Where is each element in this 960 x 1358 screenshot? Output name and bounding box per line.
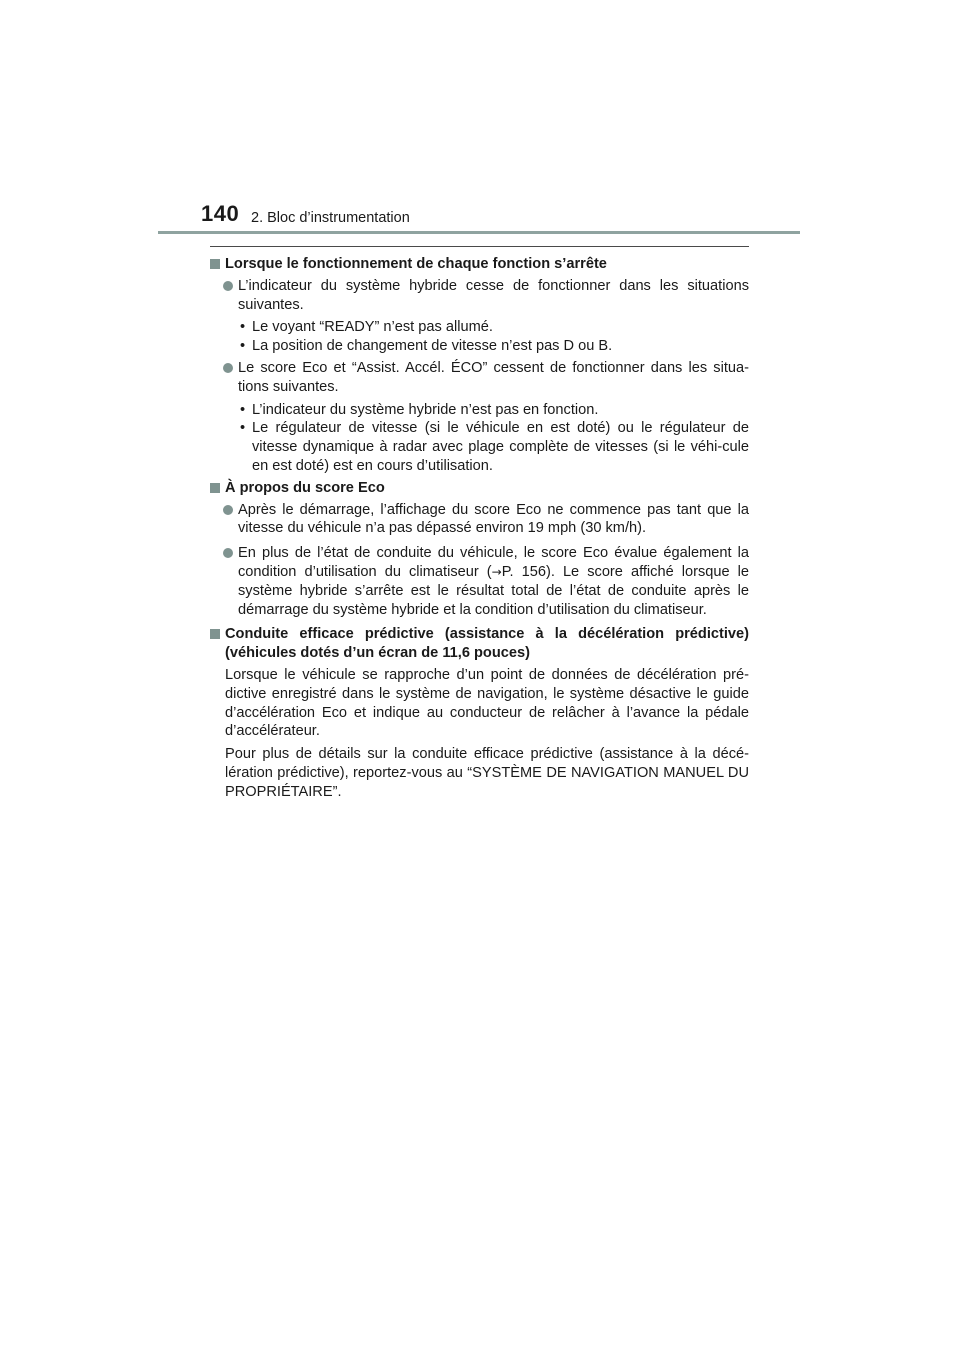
- page-content: [209, 255, 749, 806]
- circle-bullet-icon: [223, 505, 233, 515]
- square-bullet-icon: [210, 629, 220, 639]
- list-item: L’indicateur du système hybride cesse de fonctionner dans les situations suivantes.: [209, 277, 749, 315]
- chapter-title: 2. Bloc d’instrumentation: [251, 210, 410, 226]
- sub-list-item: • L’indicateur du système hybride n’est pas en fonction.: [240, 401, 599, 418]
- sub-list-item: • La position de changement de vitesse n’est pas D ou B.: [240, 338, 613, 355]
- section-heading: Lorsque le fonctionnement de chaque fonction s’arrête: [209, 255, 749, 274]
- circle-bullet-icon: [223, 548, 233, 558]
- section-function-stop: [209, 255, 749, 476]
- sub-list: [209, 401, 749, 476]
- sub-list: [209, 318, 749, 356]
- square-bullet-icon: [210, 259, 220, 269]
- body-paragraph: Pour plus de détails sur la conduite efficace prédictive (assistance à la décé-lération prédictive), reportez-vous au “SYSTÈME DE NAVIGATION MANUEL DU PROPRIÉTAIRE”.: [225, 746, 749, 800]
- list-item: En plus de l’état de conduite du véhicule, le score Eco évalue également la condition d’utilisation du climatiseur (→P. 156). Le score affiché lorsque le système hybride s’arrête est le résultat total de l’état de conduite après le démarrage du système hybride et la condition d’utilisation du climatiseur.: [209, 544, 749, 619]
- square-bullet-icon: [210, 483, 220, 493]
- page-reference-link[interactable]: P. 156). Le score affiché lorsque le système hybride s’arrête est le résultat total de l’état de conduite après le démarrage du système hybride et la condition d’utilisation du climatiseur.: [238, 563, 749, 618]
- section-heading: Conduite efficace prédictive (assistance à la décélération prédictive) (véhicules dotés d’un écran de 11,6 pouces): [209, 625, 749, 663]
- sub-list-item: • Le régulateur de vitesse (si le véhicule en est doté) ou le régulateur de vitesse dynamique à radar avec plage complète de vitesses (si le véhi-cule en est doté) est en cours d’utilisation.: [240, 420, 749, 474]
- content-top-rule: [210, 246, 749, 247]
- dot-bullet-icon: •: [240, 338, 246, 355]
- dot-bullet-icon: •: [240, 420, 246, 437]
- dot-bullet-icon: •: [240, 319, 246, 336]
- list-item: Le score Eco et “Assist. Accél. ÉCO” cessent de fonctionner dans les situa-tions suivantes.: [209, 359, 749, 397]
- list-item: Après le démarrage, l’affichage du score Eco ne commence pas tant que la vitesse du véhicule n’a pas dépassé environ 19 mph (30 km/h).: [209, 501, 749, 539]
- circle-bullet-icon: [223, 281, 233, 291]
- page-number: 140: [201, 201, 240, 226]
- section-eco-score: [209, 479, 749, 620]
- arrow-right-icon: →: [491, 564, 502, 579]
- header-rule: [158, 231, 800, 234]
- section-heading: À propos du score Eco: [209, 479, 749, 498]
- sub-list-item: • Le voyant “READY” n’est pas allumé.: [240, 319, 493, 336]
- dot-bullet-icon: •: [240, 401, 246, 418]
- section-predictive-driving: [209, 625, 749, 801]
- body-paragraph: Lorsque le véhicule se rapproche d’un point de données de décélération pré-dictive enregistré dans le système de navigation, le système désactive le guide d’accélération Eco et indique au conducteur de relâcher à l’avance la pédale d’accélérateur.: [225, 666, 749, 740]
- circle-bullet-icon: [223, 363, 233, 373]
